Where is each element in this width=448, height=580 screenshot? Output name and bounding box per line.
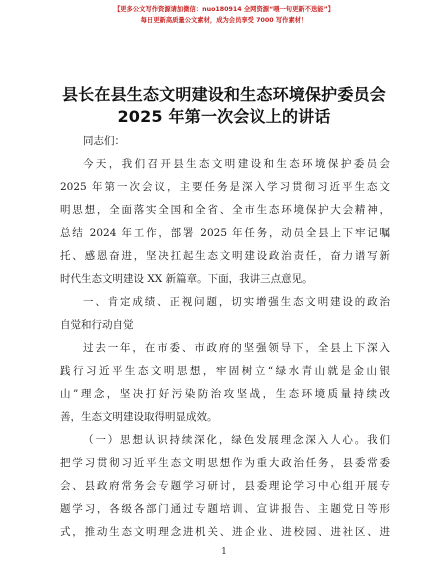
salutation: 同志们： bbox=[83, 135, 125, 147]
paragraph-line: 山”理念，坚决打好污染防治攻坚战，生态环境质量持续改 bbox=[60, 388, 390, 400]
paragraph-line: 践行习近平生态文明思想，牢固树立“绿水青山就是金山银 bbox=[60, 365, 390, 377]
paragraph-line: 明思想，全面落实全国和全省、全市生态环境保护大会精神， bbox=[60, 204, 390, 216]
paragraph-line: 善，生态文明建设取得明显成效。 bbox=[60, 411, 218, 423]
paragraph-line: 会、县政府常务会专题学习研讨，县委理论学习中心组开展专 bbox=[60, 480, 390, 492]
document-title-line-1: 县长在县生态文明建设和生态环境保护委员会 bbox=[61, 85, 386, 104]
paragraph-line: 今天，我们召开县生态文明建设和生态环境保护委员会 bbox=[83, 158, 390, 170]
promo-banner-line-2: 每日更新高质量公文素材，成为会员享受 7000 写作素材！ bbox=[140, 17, 308, 24]
paragraph-line: 把学习贯彻习近平生态文明思想作为重大政治任务，县委常委 bbox=[60, 457, 390, 469]
section-heading-line: 自觉和行动自觉 bbox=[60, 319, 134, 331]
paragraph-line: 2025 年第一次会议，主要任务是深入学习贯彻习近平生态文 bbox=[60, 181, 390, 193]
paragraph-line: 式，推动生态文明理念进机关、进企业、进校园、进社区、进 bbox=[60, 526, 390, 538]
document-title-line-2: 2025 年第一次会议上的讲话 bbox=[117, 107, 331, 126]
paragraph-line: 总结 2024 年工作，部署 2025 年任务，动员全县上下牢记嘱 bbox=[60, 227, 390, 239]
section-heading-line: 一、肯定成绩、正视问题，切实增强生态文明建设的政治 bbox=[83, 296, 390, 308]
promo-banner-line-1: 【更多公文写作资源请加微信：nuo180914 全网资源“喂一句更新不迭能”】 bbox=[113, 6, 335, 13]
paragraph-line: （一）思想认识持续深化，绿色发展理念深入人心。我们 bbox=[83, 434, 390, 446]
paragraph-line: 题学习，各级各部门通过专题培训、宣讲报告、主题党日等形 bbox=[60, 503, 390, 515]
page-number: 1 bbox=[221, 547, 227, 557]
paragraph-line: 过去一年，在市委、市政府的坚强领导下，全县上下深入 bbox=[83, 342, 390, 354]
paragraph-line: 托、感恩奋进，坚决扛起生态文明建设政治责任，奋力谱写新 bbox=[60, 250, 390, 262]
paragraph-line: 时代生态文明建设 XX 新篇章。下面，我讲三点意见。 bbox=[60, 273, 313, 285]
